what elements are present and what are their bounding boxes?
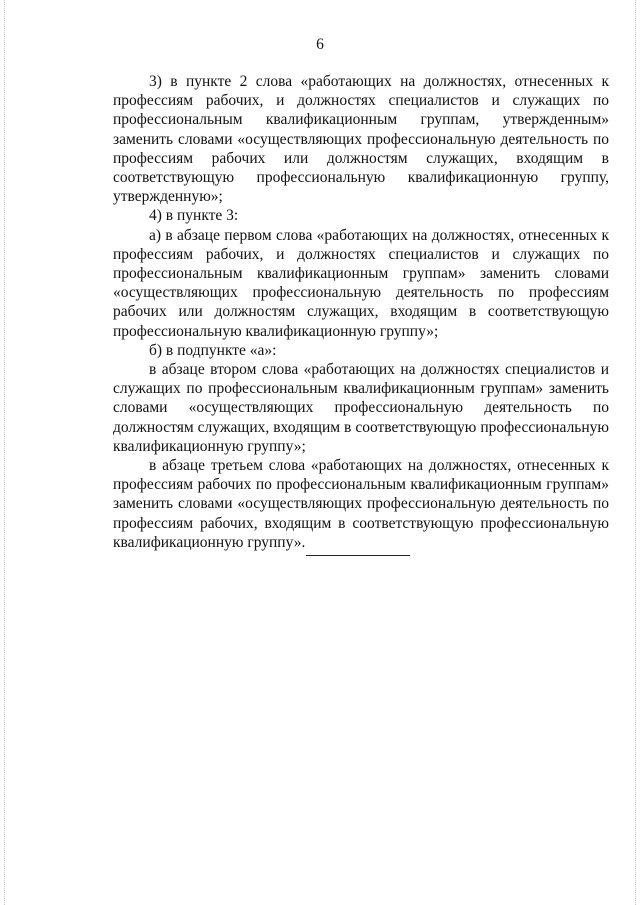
paragraph-item-4: 4) в пункте 3: — [149, 207, 239, 225]
paragraph-third-abzac: в абзаце третьем слова «работающих на должностях, отнесенных к профессиям рабочих по профессиональным квалификационным группам» заменить словами «осуществляющих профессиональную деятельность по профессиям рабочих, входящим в соответствующую профессиональную квалификационную группу». — [113, 457, 609, 551]
document-body — [113, 72, 609, 552]
separator-line — [306, 555, 410, 556]
paragraph-item-3: 3) в пункте 2 слова «работающих на должностях, отнесенных к профессиям рабочих, и должностях специалистов и служащих по профессиональным квалификационным группам, утвержденным» заменить словами «осуществляющих профессиональную деятельность по профессиям рабочих или должностям служащих, входящим в соответствующую профессиональную квалификационную группу, утвержденную»; — [113, 73, 609, 206]
paragraph-subitem-b: б) в подпункте «а»: — [149, 341, 277, 359]
scan-edge-left — [4, 0, 5, 905]
scan-edge-right — [635, 0, 636, 905]
paragraph-second-abzac: в абзаце втором слова «работающих на должностях специалистов и служащих по профессиональным квалификационным группам» заменить словами «осуществляющих профессиональную деятельность по должностям служащих, входящим в соответствующую профессиональную квалификационную группу»; — [113, 361, 609, 455]
page-number: 6 — [316, 36, 324, 53]
paragraph-subitem-a: а) в абзаце первом слова «работающих на должностях, отнесенных к профессиям рабочих, и должностях специалистов и служащих по профессиональным квалификационным группам» заменить словами «осуществляющих профессиональную деятельность по профессиям рабочих или должностям служащих, входящим в соответствующую профессиональную квалификационную группу»; — [113, 226, 609, 340]
